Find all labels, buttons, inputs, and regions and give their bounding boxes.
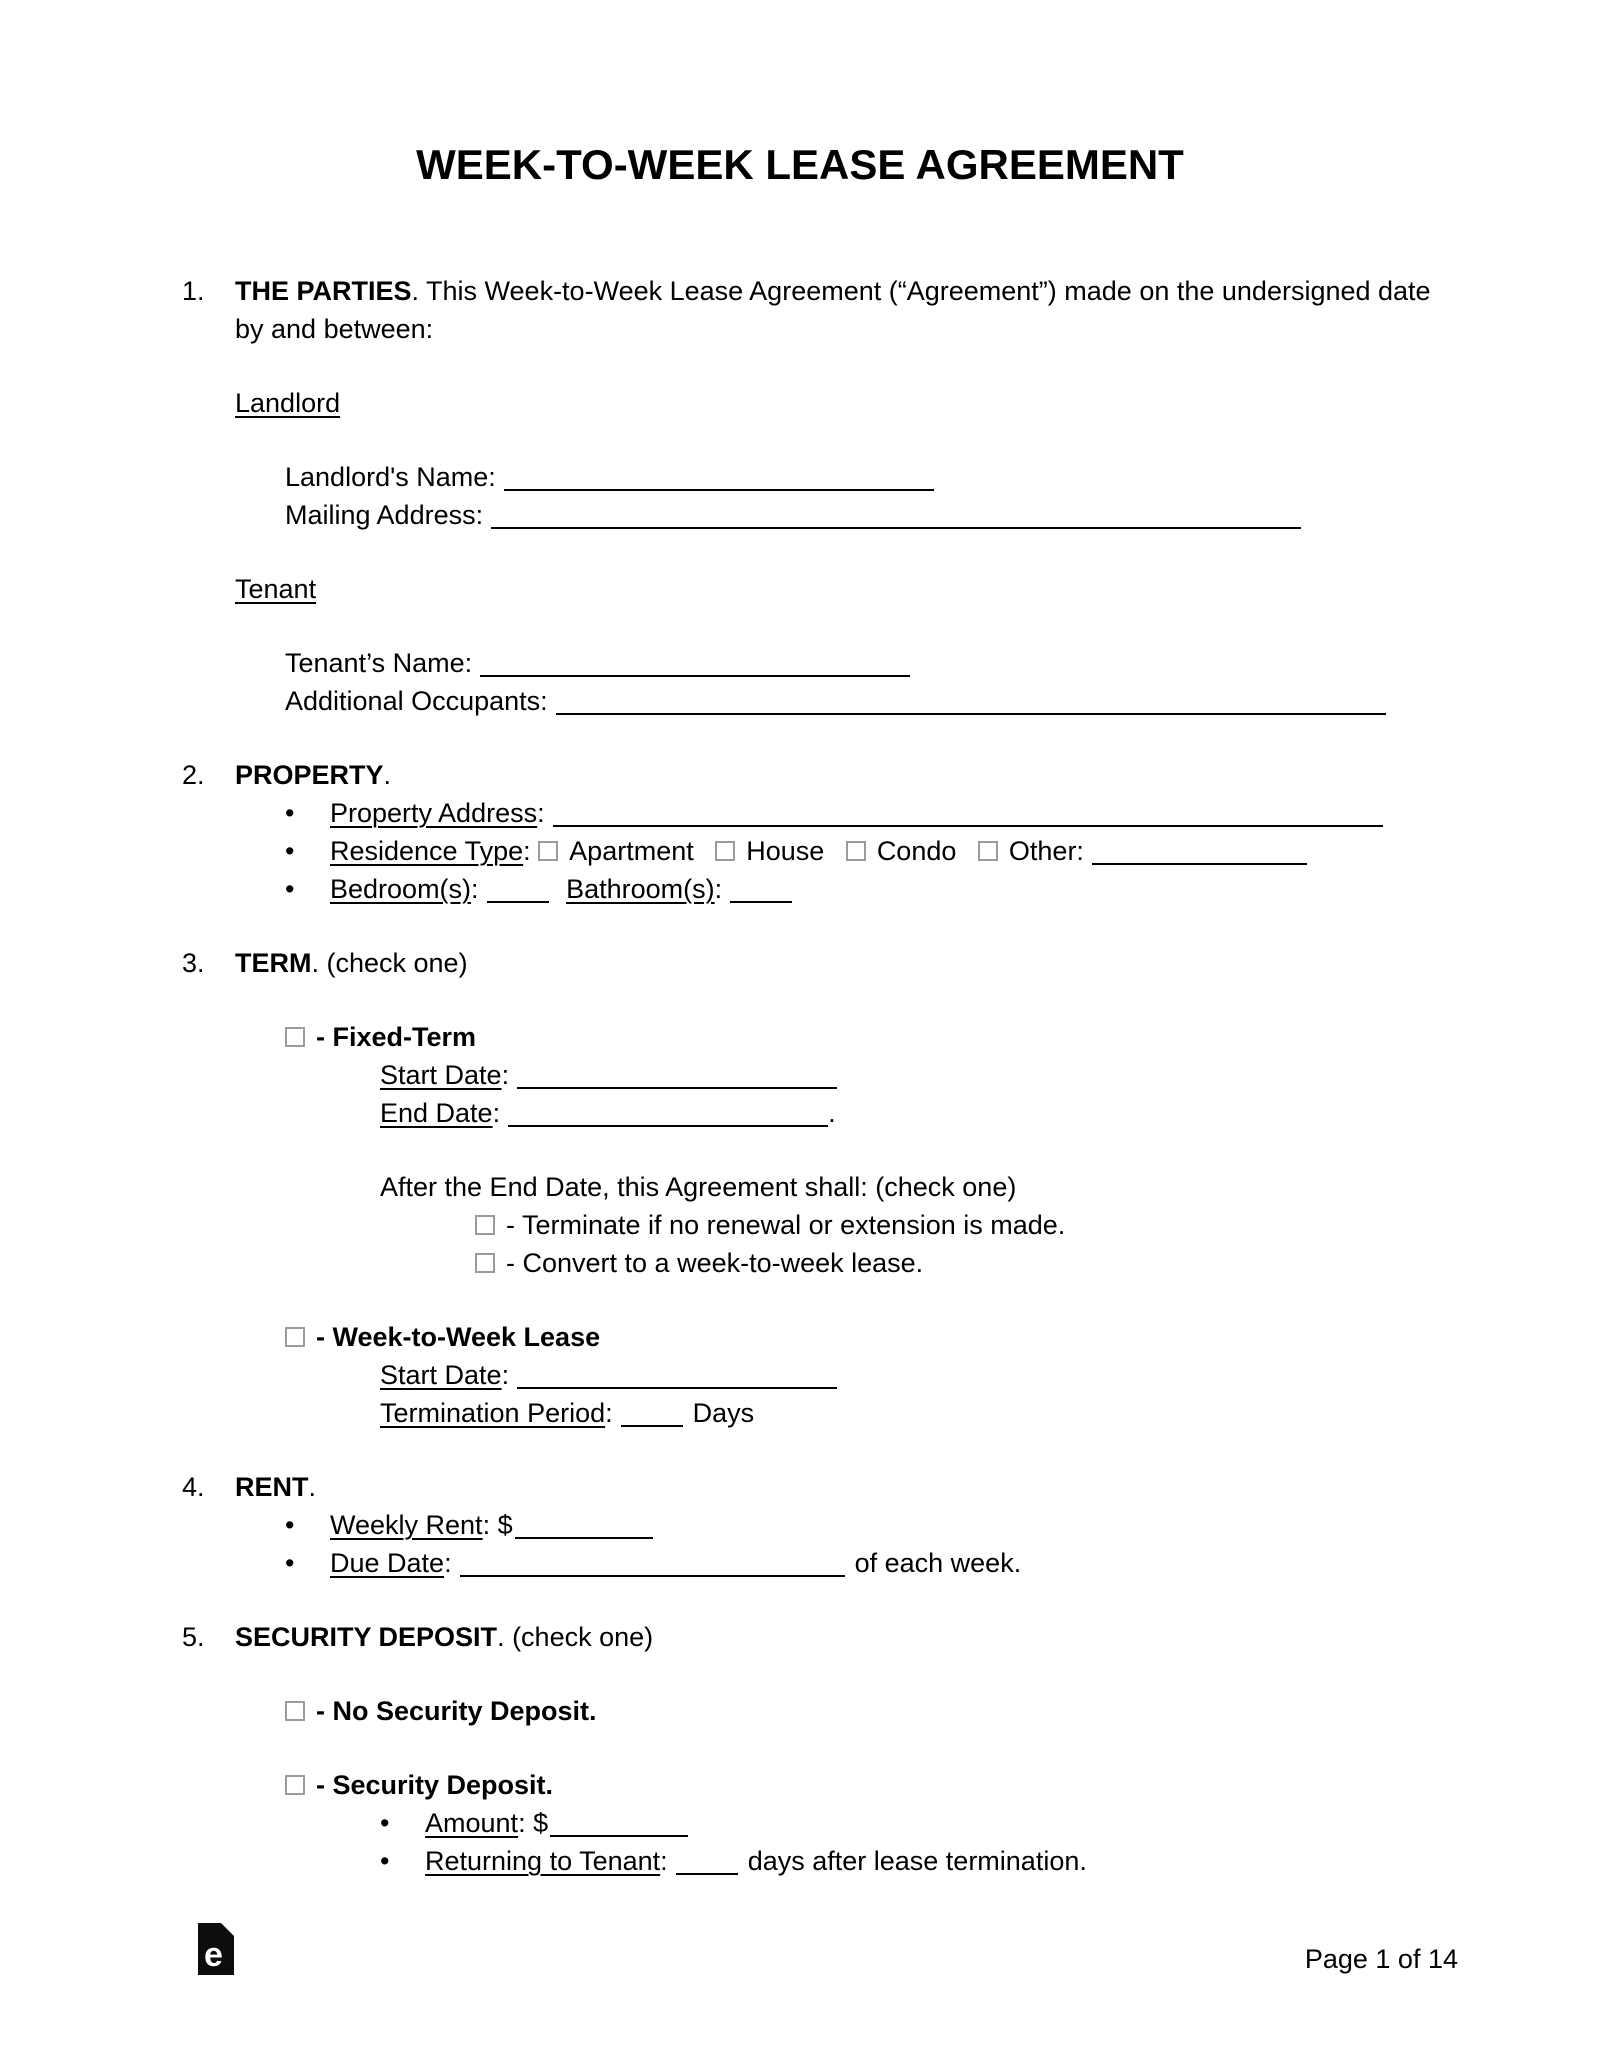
termination-period-line: Termination Period: Days xyxy=(380,1398,755,1428)
other-checkbox[interactable] xyxy=(978,841,998,861)
mailing-address-blank[interactable] xyxy=(491,527,1301,529)
additional-occupants-label: Additional Occupants: xyxy=(285,686,548,716)
deposit-block xyxy=(182,1766,1455,1880)
section-property-heading-line xyxy=(182,756,1455,794)
page-number: Page 1 of 14 xyxy=(1304,1944,1458,1974)
bullet-icon: • xyxy=(380,1846,390,1876)
terminate-option-line xyxy=(475,1206,1455,1244)
returning-text: Returning to Tenant: days after lease termination. xyxy=(425,1846,1087,1876)
fixed-end-date-blank[interactable] xyxy=(508,1125,828,1127)
mailing-address-label: Mailing Address: xyxy=(285,500,484,530)
section-rent xyxy=(182,1468,1455,1582)
returning-suffix: days after lease termination. xyxy=(747,1846,1087,1876)
tenant-name-blank[interactable] xyxy=(480,675,910,677)
section-number: 3. xyxy=(182,948,205,978)
w2w-start-date-blank[interactable] xyxy=(517,1387,837,1389)
returning-line xyxy=(380,1842,1455,1880)
section-rent-heading-line xyxy=(182,1468,1455,1506)
deposit-label: - Security Deposit. xyxy=(316,1770,554,1800)
no-deposit-label: - No Security Deposit. xyxy=(316,1696,597,1726)
after-end-block xyxy=(182,1168,1455,1282)
bullet-icon: • xyxy=(285,836,295,866)
due-date-text: Due Date: of each week. xyxy=(330,1548,1022,1578)
logo-letter: e xyxy=(204,1936,223,1974)
residence-type-line xyxy=(285,832,1455,870)
fixed-term-block xyxy=(182,1018,1455,1132)
property-address-label: Property Address xyxy=(330,798,538,828)
bedrooms-blank[interactable] xyxy=(487,901,549,903)
bedroom-bathroom-line xyxy=(285,870,1455,908)
bullet-icon: • xyxy=(285,874,295,904)
w2w-start-date-line: Start Date: xyxy=(380,1356,1455,1394)
fixed-start-date-line: Start Date: xyxy=(380,1056,1455,1094)
week-to-week-label: - Week-to-Week Lease xyxy=(316,1322,601,1352)
property-address-line xyxy=(285,794,1455,832)
weekly-rent-blank[interactable] xyxy=(515,1537,653,1539)
section-term xyxy=(182,944,1455,982)
section-number: 4. xyxy=(182,1472,205,1502)
convert-option-line xyxy=(475,1244,1455,1282)
section-deposit-heading: SECURITY DEPOSIT. (check one) xyxy=(235,1622,654,1652)
returning-blank[interactable] xyxy=(676,1873,738,1875)
amount-text: Amount: $ xyxy=(425,1804,688,1842)
bullet-icon: • xyxy=(380,1808,390,1838)
landlord-heading: Landlord xyxy=(235,388,341,418)
bedrooms-label: Bedroom(s) xyxy=(330,874,472,904)
property-address-text: Property Address: xyxy=(330,794,1383,832)
other-blank[interactable] xyxy=(1092,863,1307,865)
returning-label: Returning to Tenant xyxy=(425,1846,661,1876)
section-property-heading: PROPERTY. xyxy=(235,760,392,790)
tenant-heading: Tenant xyxy=(235,574,317,604)
property-address-blank[interactable] xyxy=(553,825,1383,827)
fixed-end-date-line: End Date: . xyxy=(380,1098,836,1128)
bathrooms-label: Bathroom(s) xyxy=(566,874,715,904)
section-deposit xyxy=(182,1618,1455,1656)
section-number: 1. xyxy=(182,276,205,306)
tenant-name-line xyxy=(285,644,1455,682)
due-date-suffix: of each week. xyxy=(854,1548,1022,1578)
house-checkbox[interactable] xyxy=(715,841,735,861)
page-title: WEEK-TO-WEEK LEASE AGREEMENT xyxy=(416,141,1184,188)
eforms-logo-icon xyxy=(198,1923,234,1975)
weekly-rent-label: Weekly Rent xyxy=(330,1510,483,1540)
deposit-checkbox[interactable] xyxy=(285,1775,305,1795)
tenant-name-label: Tenant’s Name: xyxy=(285,648,473,678)
section-parties-text xyxy=(235,272,1455,348)
due-date-line xyxy=(285,1544,1455,1582)
fixed-term-checkbox[interactable] xyxy=(285,1027,305,1047)
fixed-term-label: - Fixed-Term xyxy=(316,1022,477,1052)
termination-period-label: Termination Period xyxy=(380,1398,606,1428)
week-to-week-block xyxy=(182,1318,1455,1432)
due-date-label: Due Date xyxy=(330,1548,445,1578)
due-date-blank[interactable] xyxy=(460,1575,845,1577)
section-parties-body: . This Week-to-Week Lease Agreement (“Agreement”) made on the undersigned date by and between: xyxy=(235,276,1431,344)
deposit-line xyxy=(285,1766,1455,1804)
section-parties-heading: THE PARTIES xyxy=(235,276,412,306)
condo-option-label: Condo xyxy=(876,836,957,866)
landlord-name-line xyxy=(285,458,1455,496)
landlord-name-blank[interactable] xyxy=(504,489,934,491)
apartment-checkbox[interactable] xyxy=(538,841,558,861)
landlord-name-label: Landlord's Name: xyxy=(285,462,496,492)
section-number: 2. xyxy=(182,760,205,790)
section-property xyxy=(182,756,1455,908)
after-end-intro: After the End Date, this Agreement shall: (check one) xyxy=(380,1172,1017,1202)
end-date-period: . xyxy=(828,1098,836,1128)
amount-label: Amount xyxy=(425,1808,519,1838)
fixed-start-date-blank[interactable] xyxy=(517,1087,837,1089)
condo-checkbox[interactable] xyxy=(846,841,866,861)
no-deposit-checkbox[interactable] xyxy=(285,1701,305,1721)
days-suffix: Days xyxy=(692,1398,755,1428)
additional-occupants-line xyxy=(285,682,1455,720)
landlord-fields xyxy=(182,458,1455,534)
section-rent-heading: RENT. xyxy=(235,1472,317,1502)
fixed-term-line xyxy=(285,1018,1455,1056)
start-date-label: Start Date xyxy=(380,1060,502,1090)
apartment-option-label: Apartment xyxy=(569,836,694,866)
section-term-heading: TERM. (check one) xyxy=(235,948,468,978)
residence-type-label: Residence Type xyxy=(330,836,524,866)
residence-type-text: Residence Type: Apartment House Condo Other: xyxy=(330,832,1307,870)
dollar-sign: $ xyxy=(497,1510,513,1540)
additional-occupants-blank[interactable] xyxy=(556,713,1386,715)
no-deposit-line xyxy=(285,1692,1455,1730)
week-to-week-checkbox[interactable] xyxy=(285,1327,305,1347)
convert-option-label: - Convert to a week-to-week lease. xyxy=(506,1248,924,1278)
section-number: 5. xyxy=(182,1622,205,1652)
terminate-option-label: - Terminate if no renewal or extension is made. xyxy=(506,1210,1066,1240)
tenant-fields xyxy=(182,644,1455,720)
convert-checkbox[interactable] xyxy=(475,1253,495,1273)
section-parties xyxy=(182,272,1455,348)
termination-period-blank[interactable] xyxy=(621,1425,683,1427)
bathrooms-blank[interactable] xyxy=(730,901,792,903)
bullet-icon: • xyxy=(285,1548,295,1578)
document-body xyxy=(0,272,1600,1880)
amount-blank[interactable] xyxy=(550,1835,688,1837)
week-to-week-line xyxy=(285,1318,1455,1356)
bullet-icon: • xyxy=(285,798,295,828)
start-date-label: Start Date xyxy=(380,1360,502,1390)
bedroom-bathroom-text: Bedroom(s): Bathroom(s): xyxy=(330,870,792,908)
weekly-rent-text: Weekly Rent: $ xyxy=(330,1506,653,1544)
dollar-sign: $ xyxy=(533,1808,549,1838)
bullet-icon: • xyxy=(285,1510,295,1540)
mailing-address-line xyxy=(285,496,1455,534)
house-option-label: House xyxy=(746,836,825,866)
weekly-rent-line xyxy=(285,1506,1455,1544)
other-option-label: Other: xyxy=(1008,836,1084,866)
amount-line xyxy=(380,1804,1455,1842)
end-date-label: End Date xyxy=(380,1098,493,1128)
terminate-checkbox[interactable] xyxy=(475,1215,495,1235)
